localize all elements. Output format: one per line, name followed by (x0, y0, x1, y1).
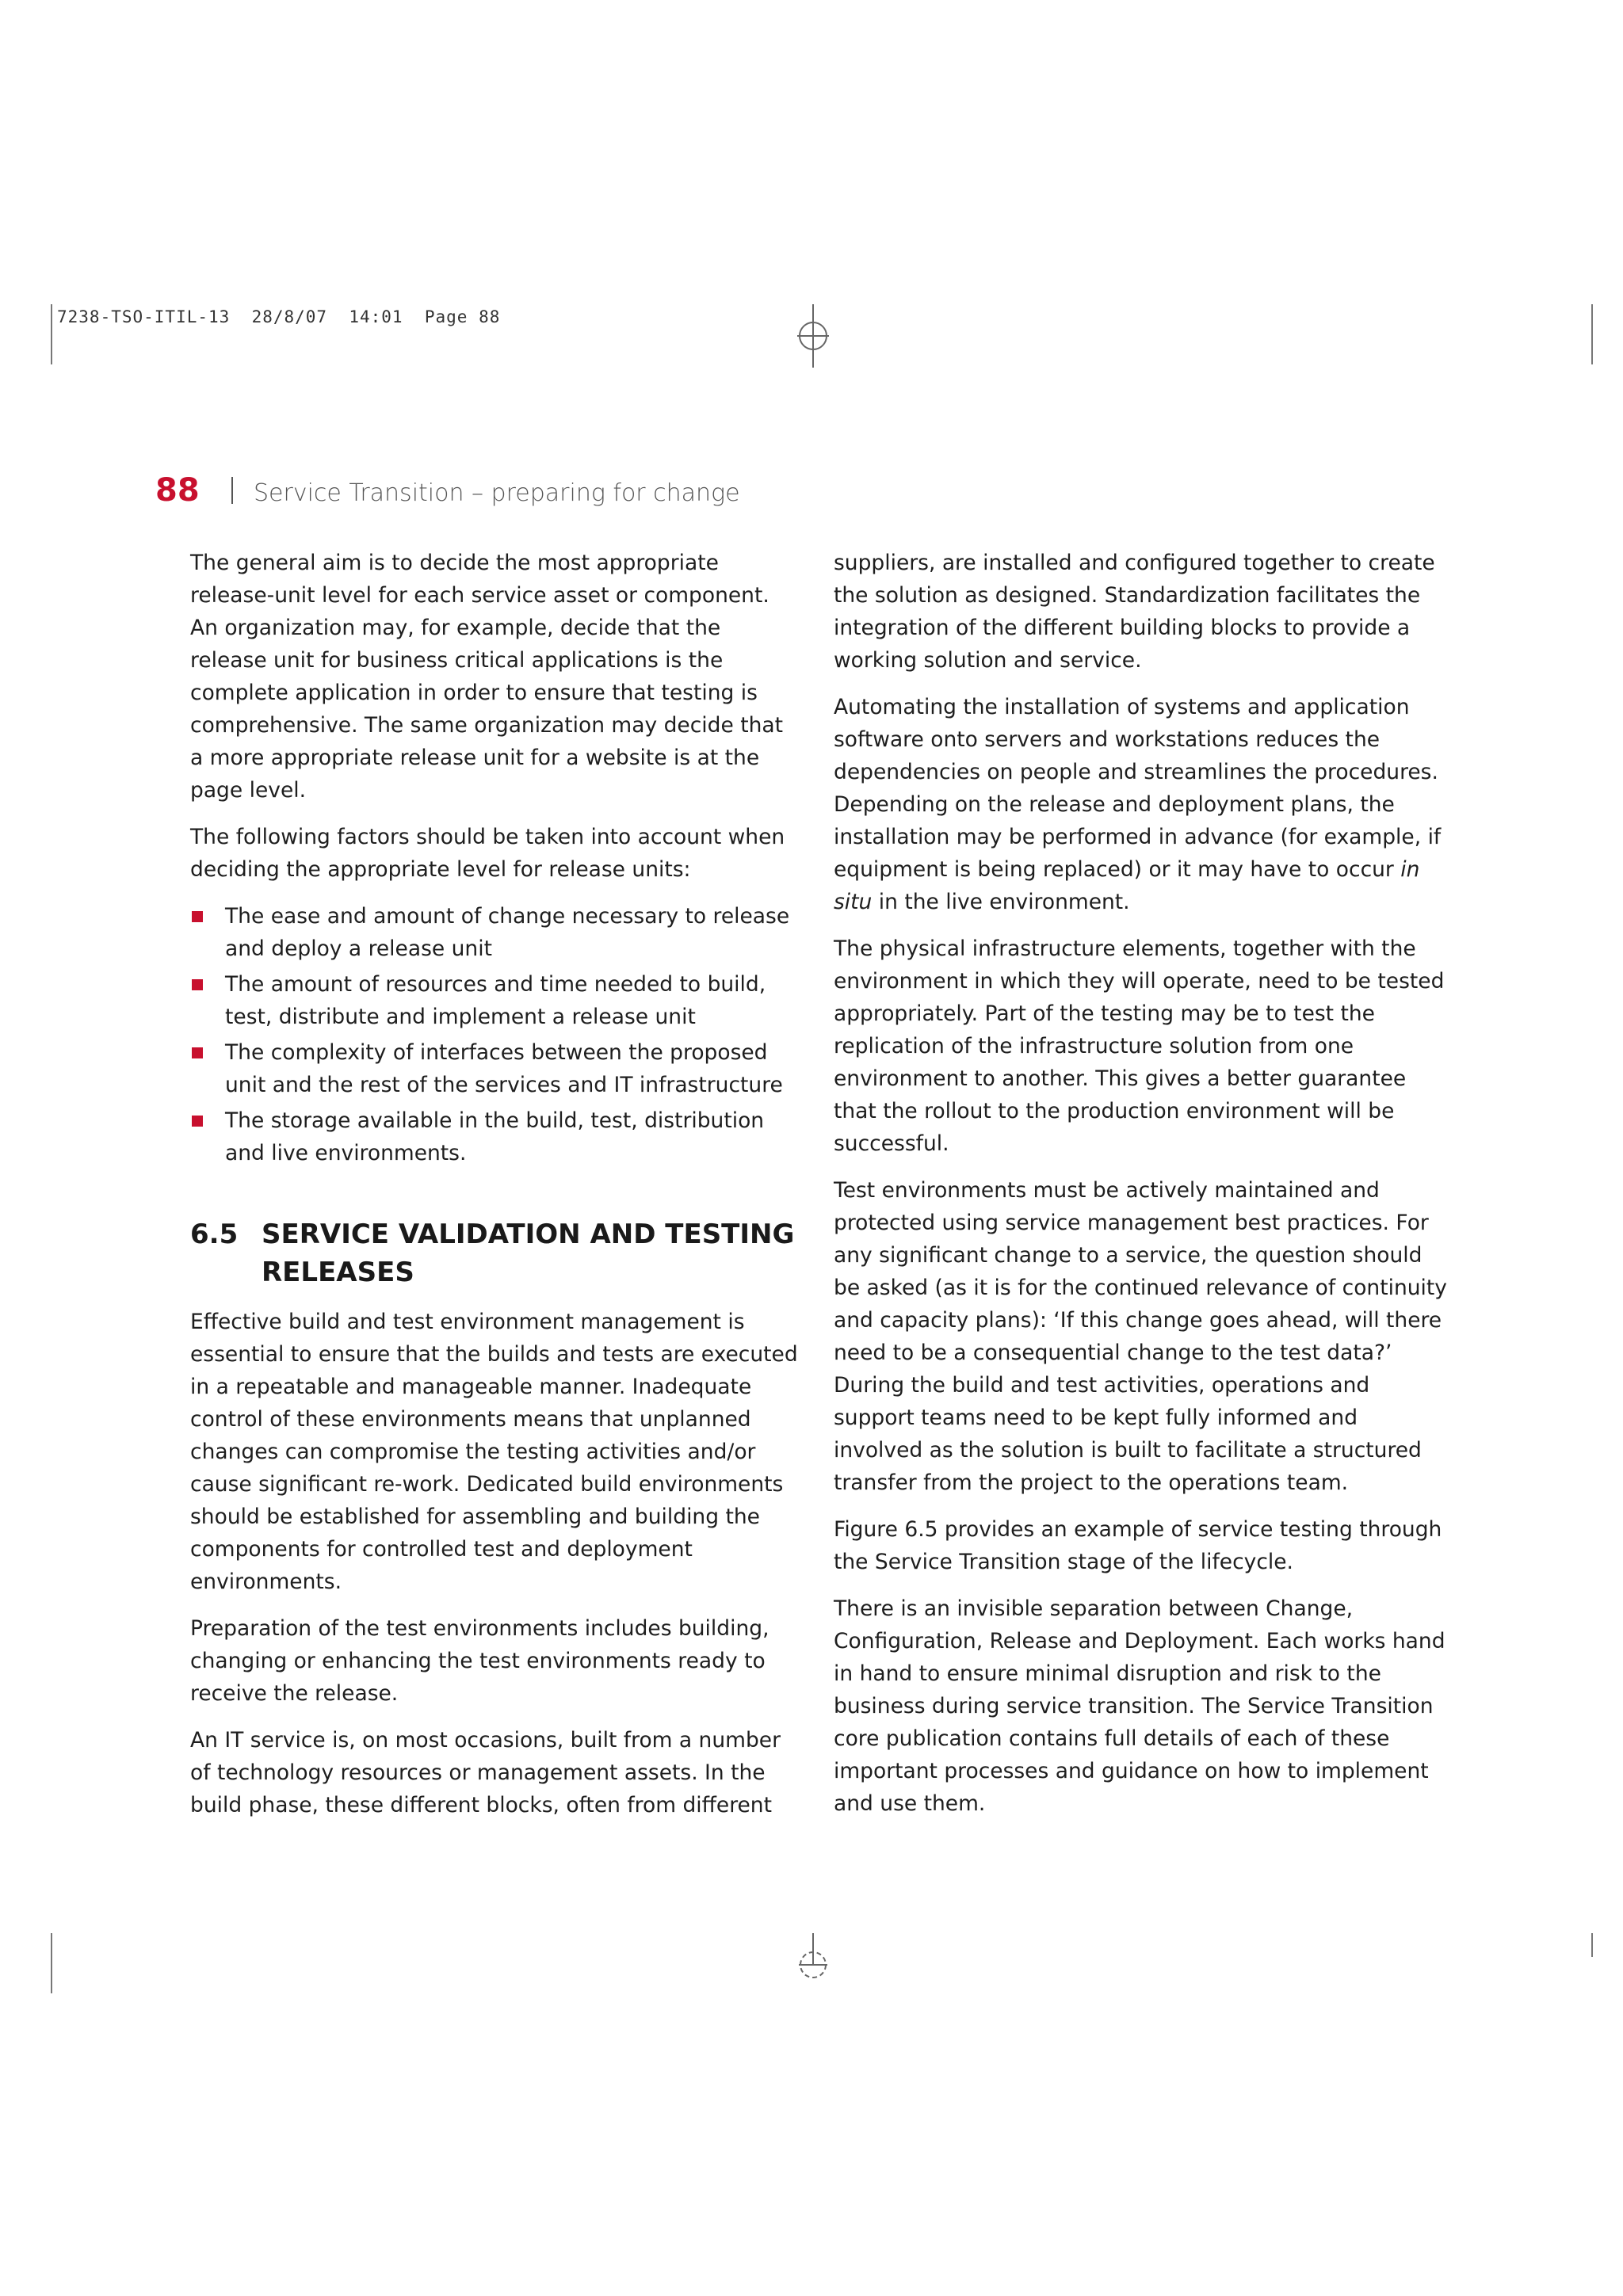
list-item (190, 900, 800, 965)
page-number: 88 (155, 472, 200, 509)
right-paragraph-1: suppliers, are installed and configured together to create the solution as designed. Standardization facilitates the integration of the different building blocks to provide a working solution and service. (834, 551, 1435, 673)
left-paragraph-5: An IT service is, on most occasions, built from a number of technology resources or management assets. In the build phase, these different blocks, often from different (190, 1728, 781, 1817)
crop-mark-top-left (51, 304, 52, 364)
section-heading (190, 1215, 800, 1291)
running-head-title: Service Transition – preparing for change (254, 479, 740, 507)
right-paragraph-2-end: in the live environment. (872, 890, 1130, 914)
bullet-square-icon (192, 911, 203, 922)
bullet-square-icon (192, 1047, 203, 1058)
list-item (190, 968, 800, 1033)
printer-slug: 7238-TSO-ITIL-13 28/8/07 14:01 Page 88 (57, 307, 501, 326)
registration-mark-top-icon (796, 304, 831, 368)
bullet-square-icon (192, 1116, 203, 1127)
crop-mark-bottom-left (51, 1933, 52, 1993)
left-column (190, 547, 800, 1836)
registration-mark-bottom-icon (796, 1933, 831, 1984)
left-paragraph-3: Effective build and test environment management is essential to ensure that the builds and tests are executed in a repeatable and manageable manner. Inadequate control of these environments means that unplanned changes can compromise the testing activities and/or cause significant re-work. Dedicated build environments should be established for assembling and building the components for controlled test and deployment environments. (190, 1310, 798, 1594)
release-unit-factors-list (190, 900, 800, 1169)
bullet-square-icon (192, 979, 203, 990)
left-paragraph-4: Preparation of the test environments includes building, changing or enhancing the test environments ready to receive the release. (190, 1616, 769, 1706)
right-paragraph-2-text: Automating the installation of systems and application software onto servers and workstations reduces the dependencies on people and streamlines the procedures. Depending on the release and deployment plans, the installation may be performed in advance (for example, if equipment is being replaced) or it may have to occur (834, 695, 1442, 882)
right-paragraph-3: The physical infrastructure elements, together with the environment in which they will operate, need to be tested appropriately. Part of the testing may be to test the replication of the infrastructure solution from one environment to another. This gives a better guarantee that the rollout to the production environment will be successful. (834, 936, 1445, 1156)
list-item-text: The complexity of interfaces between the proposed unit and the rest of the services and IT infrastructure (225, 1040, 783, 1097)
right-paragraph-4: Test environments must be actively maintained and protected using service management best practices. For any significant change to a service, the question should be asked (as it is for the continued relevance of continuity and capacity plans): ‘If this change goes ahead, will there need to be a consequential change to the test data?’ During the build and test activities, operations and support teams need to be kept fully informed and involved as the solution is built to facilitate a structured transfer from the project to the operations team. (834, 1178, 1447, 1495)
crop-mark-bottom-right (1591, 1933, 1593, 1957)
right-paragraph-2 (834, 691, 1452, 918)
list-item-text: The amount of resources and time needed to build, test, distribute and implement a release unit (225, 972, 766, 1029)
list-item (190, 1036, 800, 1101)
right-column (834, 547, 1452, 1834)
left-paragraph-2: The following factors should be taken into account when deciding the appropriate level for release units: (190, 825, 785, 882)
section-title: SERVICE VALIDATION AND TESTING RELEASES (262, 1219, 795, 1288)
running-head (155, 472, 740, 509)
section-number: 6.5 (190, 1219, 239, 1250)
crop-mark-top-right (1591, 304, 1593, 364)
in-situ-emphasis: in situ (834, 857, 1420, 914)
list-item (190, 1104, 800, 1169)
list-item-text: The ease and amount of change necessary to release and deploy a release unit (225, 904, 790, 961)
right-paragraph-6: There is an invisible separation between Change, Configuration, Release and Deployment. Each works hand in hand to ensure minimal disruption and risk to the business during service transition. The Service Transition core publication contains full details of each of these important processes and guidance on how to implement and use them. (834, 1596, 1445, 1816)
right-paragraph-5: Figure 6.5 provides an example of service testing through the Service Transition stage of the lifecycle. (834, 1517, 1442, 1574)
running-head-divider (231, 477, 233, 504)
list-item-text: The storage available in the build, test, distribution and live environments. (225, 1108, 765, 1165)
left-paragraph-1: The general aim is to decide the most appropriate release-unit level for each service asset or component. An organization may, for example, decide that the release unit for business critical applications is the complete application in order to ensure that testing is comprehensive. The same organization may decide that a more appropriate release unit for a website is at the page level. (190, 551, 784, 803)
